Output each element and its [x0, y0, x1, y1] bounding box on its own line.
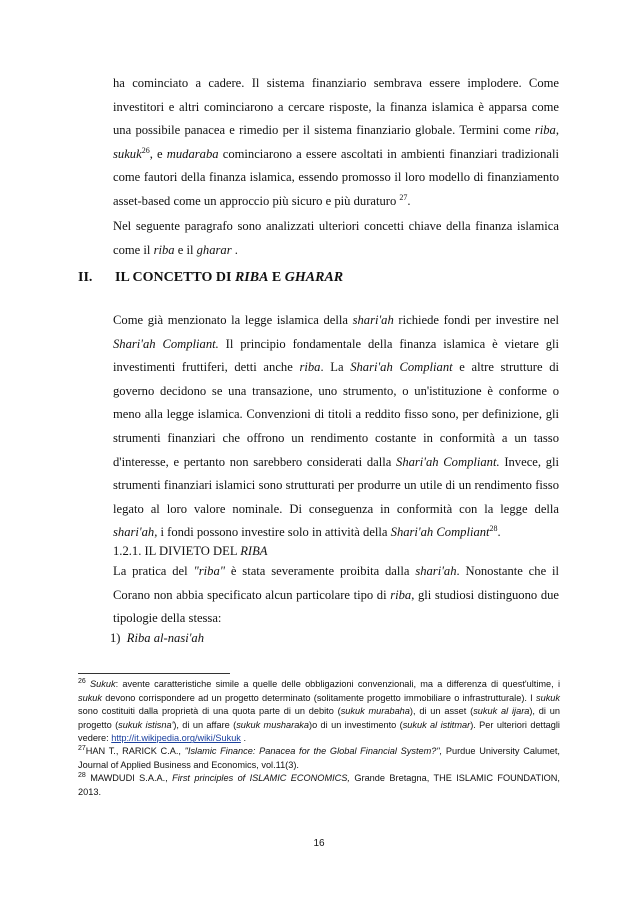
footnote-ref-26[interactable]: 26: [141, 145, 150, 155]
list-item: [110, 631, 204, 646]
paragraph-riba-ban: [113, 560, 559, 631]
footnote-26: $^{26}$ Sukuk: avente caratteristiche simile a quelle delle obbligazioni convenzionali, ma a differenza di quest'ultime, i sukuk devono corrispondere ad un progetto determinato (solitamente progetto immobiliare o infrastrutturale). I sukuk sono costituiti dalla proprietà di una quota parte di un debito (sukuk murabaha), di un asset (sukuk al ijara), di un progetto (sukuk istisna'), di un affare (sukuk musharaka)o di un investimento (sukuk al istitmar). Per ulteriori dettagli vedere: http://it.wikipedia.org/wiki/Sukuk .: [78, 677, 560, 744]
list-marker: 1): [110, 631, 121, 645]
paragraph-text: Come già menzionato la legge islamica della shari'ah richiede fondi per investire nel Shari'ah Compliant. Il principio fondamentale della finanza islamica è vietare gli investimenti fruttiferi, detti anche riba. La Shari'ah Compliant e altre strutture di governo decidono se una transazione, uno strumento, o un'istituzione è conforme o meno alla legge islamica. Convenzioni di titoli a reddito fisso sono, per definizione, gli strumenti finanziari che offrono un rendimento costante in conformità a un tasso d'interesse, e pertanto non sarebbero considerati dalla Shari'ah Compliant. Invece, gli strumenti finanziari islamici sono strutturati per produrre un utile di un rendimento fisso legato al loro valore nominale. Di conseguenza in conformità con la legge della shari'ah, i fondi possono investire solo in attività della Shari'ah Compliant$^{28}$.: [113, 313, 560, 540]
paragraph-text: ha cominciato a cadere. Il sistema finanziario sembrava essere implodere. Come investitori e altri cominciarono a cercare risposte, la finanza islamica è apparsa come una possibile panacea e rimedio per il sistema finanziario globale. Termini come riba, sukuk$^{26}$, e mudaraba cominciarono a essere ascoltati in ambienti finanziari tradizionali come fautori della finanza islamica, essendo promosso il loro modello di finanziamento asset-based come un approccio più sicuro e più duraturo $^{27}$.: [113, 76, 559, 208]
footnote-separator: [78, 673, 230, 674]
footnote-ref-28[interactable]: 28: [489, 524, 498, 534]
subsection-heading: 1.2.1. IL DIVIETO DEL RIBA: [113, 544, 268, 558]
list-item-text: Riba al-nasi'ah: [126, 631, 205, 645]
section-number: II.: [78, 270, 93, 285]
paragraph-intro: [113, 72, 559, 214]
footnote-27: $^{27}$HAN T., RARICK C.A., "Islamic Finance: Panacea for the Global Financial System?", Purdue University Calumet, Journal of Applied Business and Economics, vol.11(3).: [78, 744, 560, 770]
section-title: IL CONCETTO DI RIBA E GHARAR: [115, 270, 344, 285]
wikipedia-link[interactable]: http://it.wikipedia.org/wiki/Sukuk: [111, 733, 241, 744]
footnote-ref-27[interactable]: 27: [399, 192, 408, 202]
paragraph-text: La pratica del "riba" è stata severamente proibita dalla shari'ah. Nonostante che il Corano non abbia specificato alcun particolare tipo di riba, gli studiosi distinguono due tipologie della stessa:: [113, 564, 560, 626]
paragraph-concept: [113, 309, 559, 545]
page-number: 16: [313, 838, 325, 849]
paragraph-text: Nel seguente paragrafo sono analizzati ulteriori concetti chiave della finanza islamica come il riba e il gharar .: [113, 219, 559, 257]
paragraph-next-concepts: [113, 215, 559, 262]
footnote-28: $^{28}$ MAWDUDI S.A.A., First principles of ISLAMIC ECONOMICS, Grande Bretagna, THE ISLAMIC FOUNDATION, 2013.: [78, 771, 560, 797]
